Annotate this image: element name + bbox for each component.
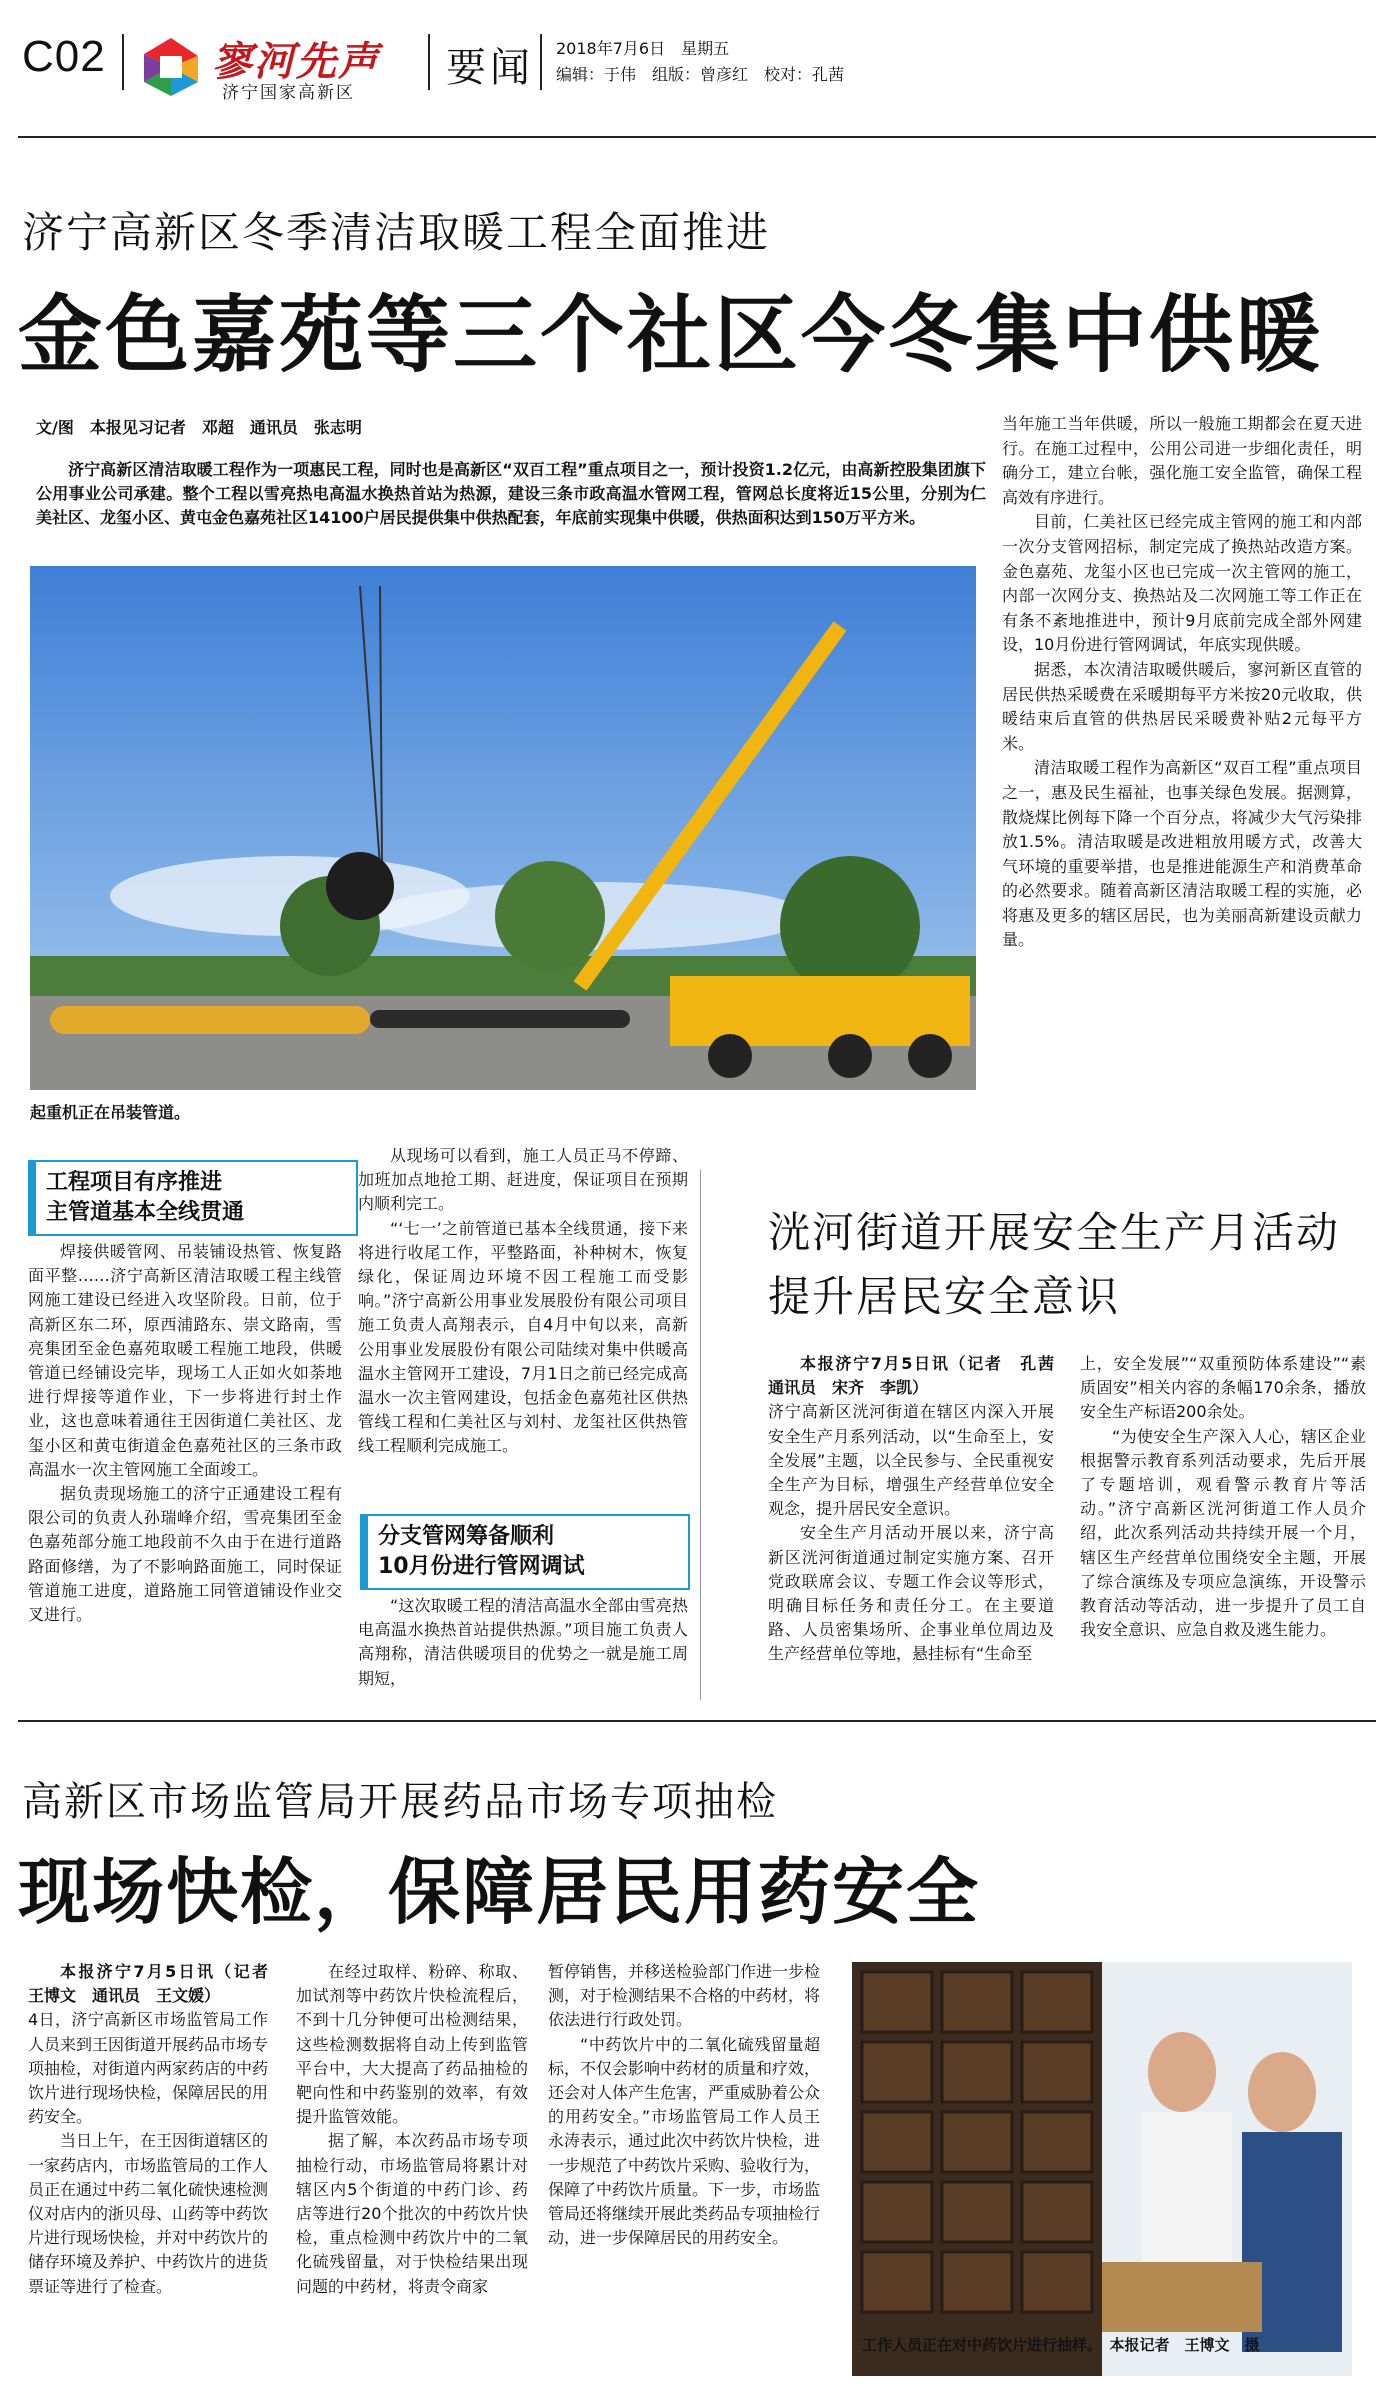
paragraph: 在经过取样、粉碎、称取、加试剂等中药饮片快检流程后，不到十几分钟便可出检测结果，这些检测数据将自动上传到监管平台中，大大提高了药品抽检的靶向性和中药鉴别的效率，有效提升监管效能。 (296, 1962, 528, 2127)
story2-headline-line2: 提升居民安全意识 (768, 1272, 1121, 1321)
paragraph: “这次取暖工程的清洁高温水全部由雪亮热电高温水换热首站提供热源。”项目施工负责人高翔称，清洁供暖项目的优势之一就是施工周期短， (358, 1596, 688, 1688)
story3-byline: 本报济宁7月5日讯（记者 王博文 通讯员 王文媛） (28, 1962, 285, 2006)
story1-kicker: 济宁高新区冬季清洁取暖工程全面推进 (22, 208, 771, 257)
paragraph: 4日，济宁高新区市场监管局工作人员来到王因街道开展药品市场专项抽检，对街道内两家药店的中药饮片进行现场快检，保障居民的用药安全。 (28, 2010, 269, 2127)
paragraph: “中药饮片中的二氧化硫残留量超标，不仅会影响中药材的质量和疗效，还会对人体产生危害，严重威胁着公众的用药安全。”市场监管局工作人员王永涛表示，通过此次中药饮片快检，进一步规范了中药饮片采购、验收行为，保障了中药饮片质量。下一步，市场监管局还将继续开展此类药品专项抽检行动，进一步保障居民的用药安全。 (548, 2034, 821, 2248)
story1-lead (36, 458, 986, 531)
story1-col2b (358, 1594, 688, 1691)
story2-byline: 本报济宁7月5日讯（记者 孔茜 通讯员 宋齐 李凯） (768, 1354, 1071, 1398)
subhead-branch-network: 分支管网筹备顺利 10月份进行管网调试 (360, 1514, 690, 1590)
brand-sub: 济宁国家高新区 (222, 83, 355, 103)
header-divider (428, 34, 430, 90)
paragraph: 济宁高新区洸河街道在辖区内深入开展安全生产月系列活动，以“生命至上，安全发展”主题，以全民参与、全民重视安全生产为目标，增强生产经营单位安全观念，提升居民安全意识。 (768, 1402, 1054, 1519)
story1-right-column (1002, 412, 1362, 953)
story1-headline: 金色嘉苑等三个社区今冬集中供暖 (18, 286, 1324, 384)
column-divider (700, 1170, 701, 1700)
paragraph: 清洁取暖工程作为高新区“双百工程”重点项目之一，惠及民生福祉，也事关绿色发展。据测算，散烧煤比例每下降一个百分点，将减少大气污染排放1.5%。清洁取暖是改进粗放用暖方式，改善大气环境的重要举措，也是推进能源生产和消费革命的必然要求。随着高新区清洁取暖工程的实施，必将惠及更多的辖区居民，也为美丽高新建设贡献力量。 (1002, 758, 1362, 950)
medicine-inspection-photo (852, 1962, 1352, 2376)
story-divider (18, 1720, 1376, 1722)
paragraph: 安全生产月活动开展以来，济宁高新区洸河街道通过制定实施方案、召开党政联席会议、专题工作会议等形式，明确目标任务和责任分工。在主要道路、人员密集场所、企事业单位周边及生产经营单位等地，悬挂标有“生命至 (768, 1523, 1054, 1664)
story1-col2 (358, 1144, 688, 1459)
story3-col1 (28, 1960, 285, 2299)
paragraph: 据负责现场施工的济宁正通建设工程有限公司的负责人孙瑞峰介绍，雪亮集团至金色嘉苑部分施工地段前不久由于在进行道路路面修缮，为了不影响路面施工，同时保证管道施工进度，道路施工同管道铺设作业交叉进行。 (28, 1484, 342, 1625)
page-number: C02 (22, 32, 106, 81)
paragraph: “‘七一’之前管道已基本全线贯通，接下来将进行收尾工作，平整路面，补种树木，恢复绿化，保证周边环境不因工程施工而受影响。”济宁高新公用事业发展股份有限公司项目施工负责人高翔表示，自4月中旬以来，高新公用事业发展股份有限公司陆续对集中供暖高温水主管网开工建设，7月1日之前已经完成高温水一次主管网建设，包括金色嘉苑社区供热管线工程和仁美社区与刘村、龙玺社区供热管线工程顺利完成施工。 (358, 1218, 688, 1456)
subhead-main-pipeline: 工程项目有序推进 主管道基本全线贯通 (28, 1160, 358, 1236)
paragraph: 上，安全发展”“双重预防体系建设”“素质固安”相关内容的条幅170余条，播放安全生产标语200余处。 (1080, 1354, 1366, 1422)
story2-col2 (1080, 1352, 1366, 1642)
medicine-photo-caption: 工作人员正在对中药饮片进行抽样。 本报记者 王博文 摄 (862, 2336, 1260, 2354)
story2-headline-line1: 洸河街道开展安全生产月活动 (768, 1208, 1341, 1257)
paragraph: 当年施工当年供暖，所以一般施工期都会在夏天进行。在施工过程中，公用公司进一步细化责任，明确分工，建立台帐，强化施工安全监管，确保工程高效有序进行。 (1002, 414, 1362, 507)
issue-date: 2018年7月6日 星期五 (556, 39, 730, 58)
paragraph: 目前，仁美社区已经完成主管网的施工和内部一次分支管网招标，制定完成了换热站改造方案。金色嘉苑、龙玺小区也已完成一次主管网的施工，内部一次网分支、换热站及二次网施工等工作正在有条不紊地推进中，预计9月底前完成全部外网建设，10月份进行管网调试，年底实现供暖。 (1002, 512, 1362, 655)
section-name: 要闻 (446, 45, 534, 91)
story3-col2 (296, 1960, 528, 2299)
story2-col1 (768, 1352, 1071, 1667)
editor-credits: 编辑：于伟 组版：曾彦红 校对：孔茜 (556, 65, 845, 84)
paragraph: 从现场可以看到，施工人员正马不停蹄、加班加点地抢工期、赶进度，保证项目在预期内顺利完工。 (358, 1146, 688, 1214)
story1-col1 (28, 1240, 342, 1627)
paragraph: “为使安全生产深入人心，辖区企业根据警示教育系列活动要求，先后开展了专题培训，观看警示教育片等活动。”济宁高新区洸河街道工作人员介绍，此次系列活动共持续开展一个月，辖区生产经营单位围绕安全主题，开展了综合演练及专项应急演练，开设警示教育活动等活动，进一步提升了员工自我安全意识、应急自救及逃生能力。 (1080, 1426, 1366, 1640)
header-divider (122, 34, 124, 90)
crane-photo (30, 566, 976, 1090)
story3-col3 (548, 1960, 820, 2250)
header-rule (18, 136, 1376, 138)
story1-byline: 文/图 本报见习记者 邓超 通讯员 张志明 (36, 418, 362, 437)
paragraph: 当日上午，在王因街道辖区的一家药店内，市场监管局的工作人员正在通过中药二氧化硫快速检测仪对店内的浙贝母、山药等中药饮片进行现场快检，并对中药饮片的储存环境及养护、中药饮片的进货票证等进行了检查。 (28, 2131, 269, 2296)
paragraph: 焊接供暖管网、吊装铺设热管、恢复路面平整……济宁高新区清洁取暖工程主线管网施工建设已经进入攻坚阶段。日前，位于高新区东二环，原西浦路东、崇文路南，雪亮集团至金色嘉苑取暖工程施工地段，供暖管道已经铺设完毕，现场工人正如火如荼地进行焊接等道作业，下一步将进行封土作业，这也意味着通往王因街道仁美社区、龙玺小区和黄屯街道金色嘉苑社区的三条市政高温水一次主管网施工全面竣工。 (28, 1242, 342, 1479)
story3-headline: 现场快检，保障居民用药安全 (18, 1850, 981, 1934)
paragraph: 据了解，本次药品市场专项抽检行动，市场监管局将累计对辖区内5个街道的中药门诊、药店等进行20个批次的中药饮片快检，重点检测中药饮片中的二氧化硫残留量，对于快检结果出现问题的中药材，将责令商家 (296, 2131, 528, 2296)
brand-logo (140, 36, 202, 98)
story3-kicker: 高新区市场监管局开展药品市场专项抽检 (22, 1779, 778, 1825)
paragraph: 据悉，本次清洁取暖供暖后，寥河新区直管的居民供热采暖费在采暖期每平方米按20元收取，供暖结束后直管的供热居民采暖费补贴2元每平方米。 (1002, 659, 1362, 753)
brand-name: 寥河先声 (212, 38, 380, 85)
header-divider (540, 34, 542, 90)
lead-paragraph: 济宁高新区清洁取暖工程作为一项惠民工程，同时也是高新区“双百工程”重点项目之一，预计投资1.2亿元，由高新控股集团旗下公用事业公司承建。整个工程以雪亮热电高温水换热首站为热源，建设三条市政高温水管网工程，管网总长度将近15公里，分别为仁美社区、龙玺小区、黄屯金色嘉苑社区14100户居民提供集中供热配套，年底前实现集中供暖，供热面积达到150万平方米。 (36, 460, 986, 528)
crane-photo-caption: 起重机正在吊装管道。 (30, 1103, 191, 1122)
paragraph: 暂停销售，并移送检验部门作进一步检测，对于检测结果不合格的中药材，将依法进行行政处罚。 (548, 1962, 821, 2030)
